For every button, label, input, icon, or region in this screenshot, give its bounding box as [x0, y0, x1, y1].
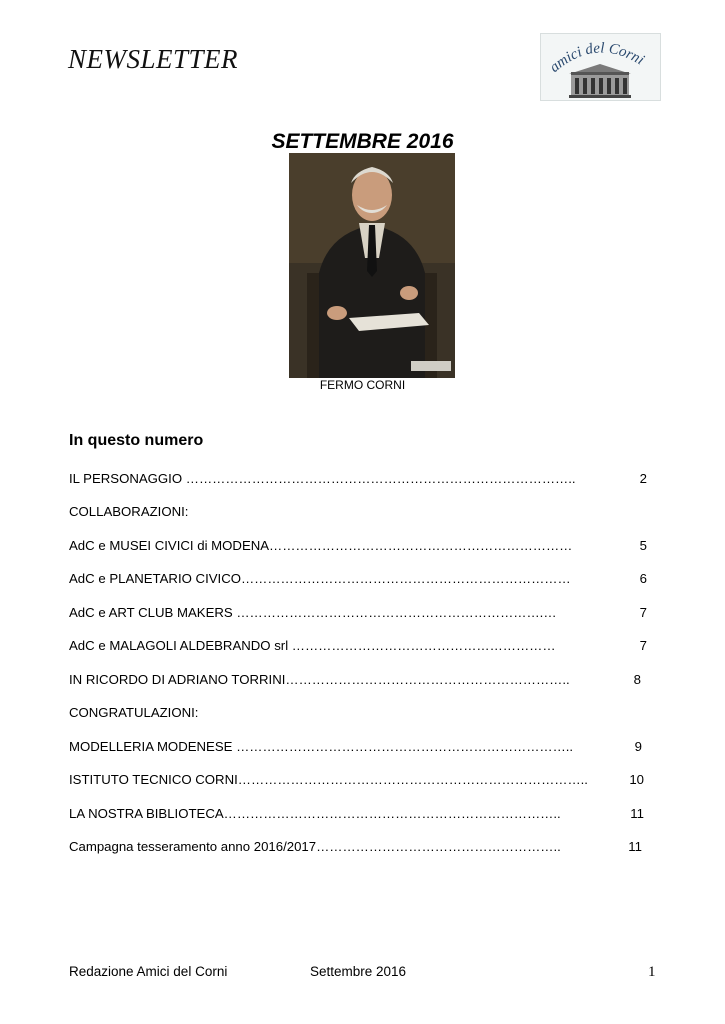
- toc-entry-page: 9: [634, 739, 642, 754]
- toc-entry-page: 2: [639, 471, 647, 486]
- toc-entry: [69, 839, 642, 857]
- toc-entry: [69, 806, 644, 824]
- toc-section-label: COLLABORAZIONI:: [69, 504, 189, 519]
- portrait-fermo-corni: [289, 153, 455, 378]
- toc-entry-label: MODELLERIA MODENESE …………………………………………………………………..: [69, 739, 574, 754]
- toc-entry-page: 7: [639, 638, 647, 653]
- toc-entry-page: 6: [639, 571, 647, 586]
- toc-entry-label: AdC e PLANETARIO CIVICO…………………………………………………………………: [69, 571, 571, 586]
- toc-entry-page: 8: [633, 672, 641, 687]
- toc-section: [69, 705, 647, 723]
- toc-entry-page: 11: [630, 806, 644, 821]
- toc-entry-label: IL PERSONAGGIO ……………………………………………………………………………..: [69, 471, 576, 486]
- svg-text:amici del Corni: amici del Corni: [546, 40, 647, 76]
- toc-entry-label: ISTITUTO TECNICO CORNI……………………………………………………………………..: [69, 772, 588, 787]
- footer-page-number: 1: [648, 964, 656, 980]
- toc-entry: [69, 538, 647, 556]
- toc-entry-page: 10: [629, 772, 644, 787]
- toc-entry-label: AdC e MALAGOLI ALDEBRANDO srl ……………………………………………………: [69, 638, 556, 653]
- toc-entry-label: IN RICORDO DI ADRIANO TORRINI………………………………………………………..: [69, 672, 570, 687]
- toc-entry: [69, 638, 647, 656]
- toc-entry-label: Campagna tesseramento anno 2016/2017………………………………………………..: [69, 839, 561, 854]
- toc-entry-label: AdC e ART CLUB MAKERS …………………………………………………………….…: [69, 605, 557, 620]
- toc-entry: [69, 739, 642, 757]
- toc-entry: [69, 471, 647, 489]
- toc-heading: In questo numero: [69, 432, 204, 449]
- toc-section-label: CONGRATULAZIONI:: [69, 705, 199, 720]
- toc-entry: [69, 772, 644, 790]
- toc-entry: [69, 672, 641, 690]
- toc-entry-label: AdC e MUSEI CIVICI di MODENA……………………………………………………………: [69, 538, 573, 553]
- toc-entry-page: 7: [639, 605, 647, 620]
- toc-entry-page: 11: [628, 839, 642, 854]
- newsletter-title: NEWSLETTER: [68, 44, 239, 74]
- footer-editor: Redazione Amici del Corni: [69, 964, 228, 979]
- toc-section: [69, 504, 647, 522]
- toc-entry: [69, 605, 647, 623]
- toc-entry: [69, 571, 647, 589]
- toc-entry-label: LA NOSTRA BIBLIOTECA…………………………………………………………………..: [69, 806, 561, 821]
- amici-del-corni-logo: [540, 33, 661, 101]
- portrait-caption: FERMO CORNI: [319, 378, 406, 392]
- footer-issue-date: Settembre 2016: [310, 964, 407, 979]
- toc-entry-page: 5: [639, 538, 647, 553]
- issue-title: SETTEMBRE 2016: [271, 130, 454, 153]
